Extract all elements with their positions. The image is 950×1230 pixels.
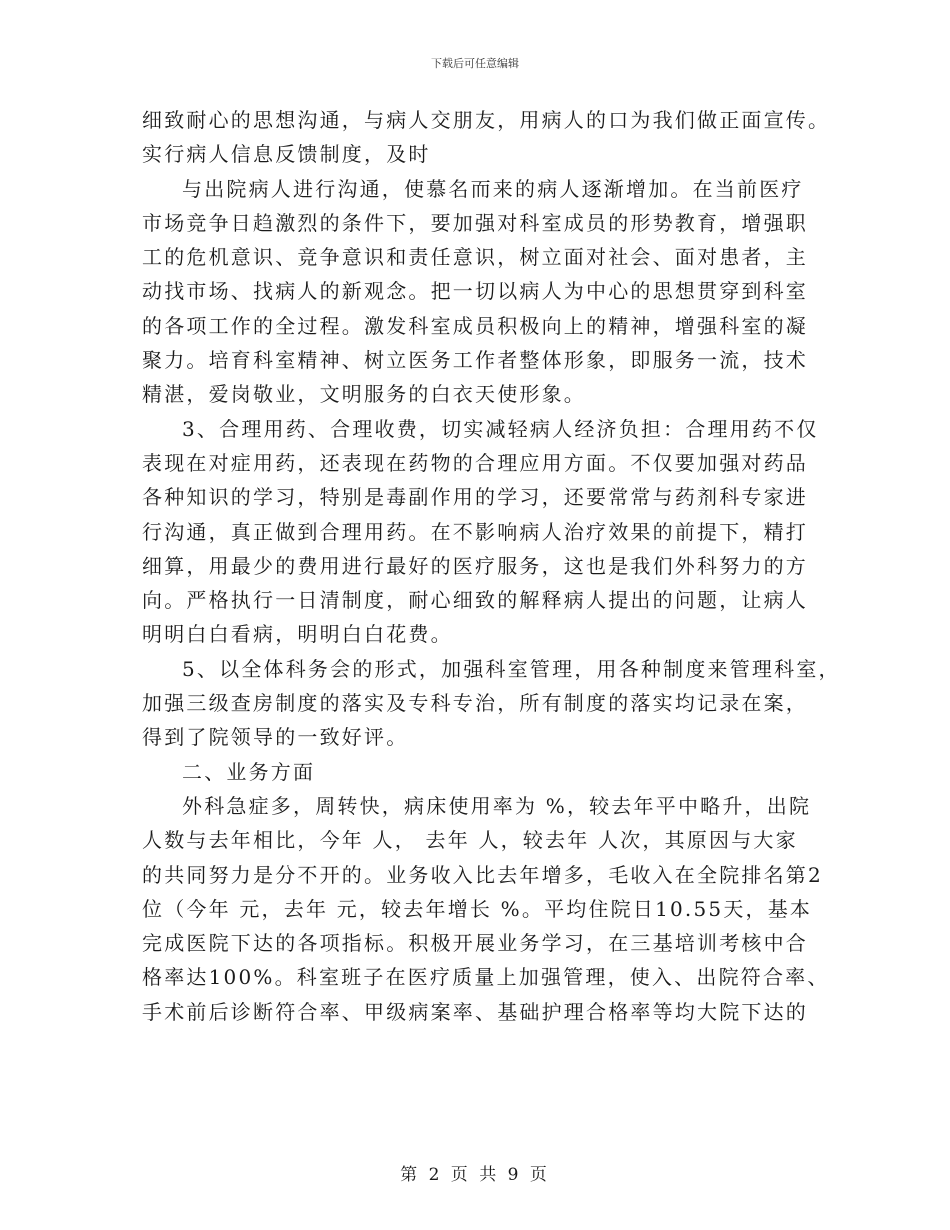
text-line: 位（今年 元，去年 元，较去年增长 %。平均住院日10.55天，基本 (142, 896, 813, 921)
text-line: 人数与去年相比，今年 人， 去年 人，较去年 人次，其原因与大家 (142, 828, 798, 853)
text-line: 二、业务方面 (182, 759, 316, 784)
text-line: 与出院病人进行沟通，使慕名而来的病人逐渐增加。在当前医疗 (182, 176, 804, 201)
text-line: 3、合理用药、合理收费，切实减轻病人经济负担：合理用药不仅 (182, 416, 819, 441)
text-line: 外科急症多，周转快，病床使用率为 %，较去年平中略升，出院 (182, 793, 812, 818)
page-header: 下载后可任意编辑 (431, 57, 519, 70)
text-line: 的共同努力是分不开的。业务收入比去年增多，毛收入在全院排名第2 (142, 862, 823, 887)
text-line: 明明白白看病，明明白白花费。 (142, 622, 453, 647)
text-line: 精湛，爱岗敬业，文明服务的白衣天使形象。 (142, 382, 586, 407)
text-line: 细致耐心的思想沟通，与病人交朋友，用病人的口为我们做正面宣传。 (142, 108, 831, 132)
text-line: 5、以全体科务会的形式，加强科室管理，用各种制度来管理科室， (182, 656, 841, 681)
text-line: 工的危机意识、竞争意识和责任意识，树立面对社会、面对患者，主 (142, 245, 808, 270)
text-line: 格率达100%。科室班子在医疗质量上加强管理，使入、出院符合率、 (142, 965, 830, 990)
text-line: 细算，用最少的费用进行最好的医疗服务，这也是我们外科努力的方 (142, 553, 808, 578)
text-line: 得到了院领导的一致好评。 (142, 725, 409, 750)
text-line: 市场竞争日趋激烈的条件下，要加强对科室成员的形势教育，增强职 (142, 210, 808, 235)
text-line: 向。严格执行一日清制度，耐心细致的解释病人提出的问题，让病人 (142, 588, 808, 613)
text-line: 加强三级查房制度的落实及专科专治，所有制度的落实均记录在案， (142, 691, 808, 716)
text-line: 各种知识的学习，特别是毒副作用的学习，还要常常与药剂科专家进 (142, 485, 808, 510)
text-line: 的各项工作的全过程。激发科室成员积极向上的精神，增强科室的凝 (142, 313, 808, 338)
text-line: 聚力。培育科室精神、树立医务工作者整体形象，即服务一流，技术 (142, 348, 808, 373)
text-line: 手术前后诊断符合率、甲级病案率、基础护理合格率等均大院下达的 (142, 999, 808, 1024)
text-line: 完成医院下达的各项指标。积极开展业务学习，在三基培训考核中合 (142, 931, 808, 956)
text-line: 实行病人信息反馈制度，及时 (142, 142, 431, 167)
text-line: 表现在对症用药，还表现在药物的合理应用方面。不仅要加强对药品 (142, 450, 808, 475)
text-line: 行沟通，真正做到合理用药。在不影响病人治疗效果的前提下，精打 (142, 519, 808, 544)
text-line: 动找市场、找病人的新观念。把一切以病人为中心的思想贯穿到科室 (142, 279, 808, 304)
page-footer: 第 2 页 共 9 页 (400, 1165, 550, 1185)
document-body (142, 103, 841, 1029)
